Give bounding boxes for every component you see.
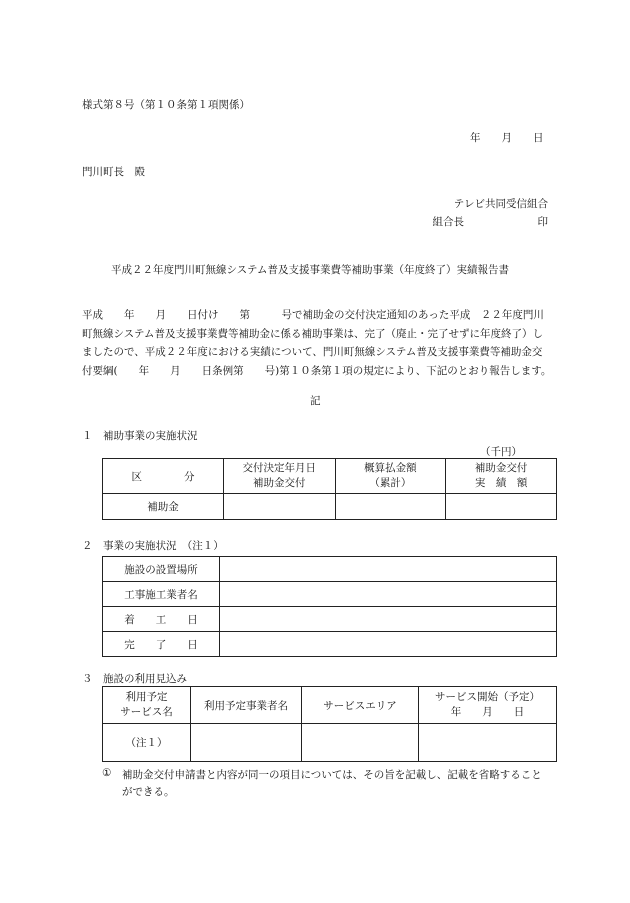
body-line: ましたので、平成２２年度における実績について、門川町無線システム普及支援事業費等補助金交	[82, 346, 543, 358]
row-label-subsidy: 補助金	[103, 494, 224, 520]
section3-heading: ３ 施設の利用見込み	[82, 673, 187, 685]
table-cell	[220, 557, 557, 582]
header-service-area: サービスエリア	[302, 687, 419, 724]
section1-table	[102, 458, 557, 520]
table-cell	[220, 582, 557, 607]
note-line: 補助金交付申請書と内容が同一の項目については、その旨を記載し、記載を省略すること	[122, 769, 542, 781]
row-label: 着 工 日	[103, 607, 220, 632]
addressee: 門川町長 殿	[82, 166, 145, 178]
body-line: 平成 年 月 日付け 第 号で補助金の交付決定通知のあった平成 ２２年度門川	[82, 309, 544, 321]
body-paragraph	[82, 306, 554, 380]
section3-table	[102, 686, 557, 762]
header-service-start: サービス開始（予定） 年 月 日	[419, 687, 557, 724]
row-label: 施設の設置場所	[103, 557, 220, 582]
section2-table	[102, 556, 557, 657]
form-number: 様式第８号（第１０条第１項関係）	[82, 99, 250, 111]
note-marker: ①	[102, 767, 112, 779]
section1-heading: １ 補助事業の実施状況	[82, 430, 198, 442]
table-cell	[191, 724, 302, 762]
date-line: 年 月 日	[470, 132, 544, 144]
table-cell	[220, 607, 557, 632]
header-provider: 利用予定事業者名	[191, 687, 302, 724]
body-line: 付要綱( 年 月 日条例第 号)第１０条第１項の規定により、下記のとおり報告します。	[82, 364, 552, 377]
header-actual-amount: 補助金交付 実 績 額	[446, 459, 557, 494]
row-label-note1: （注１）	[103, 724, 191, 762]
document-title: 平成２２年度門川町無線システム普及支援事業費等補助事業（年度終了）実績報告書	[111, 264, 509, 276]
body-line: 町無線システム普及支援事業費等補助金に係る補助事業は、完了（廃止・完了せずに年度終了）し	[82, 327, 543, 340]
section1-unit: （千円）	[480, 446, 522, 458]
header-service-name: 利用予定 サービス名	[103, 687, 191, 724]
table-cell	[302, 724, 419, 762]
ki-heading: 記	[310, 395, 321, 407]
sender-rep: 組合長 印	[432, 216, 548, 228]
table-cell	[446, 494, 557, 520]
table-cell	[224, 494, 336, 520]
row-label: 完 了 日	[103, 632, 220, 657]
table-cell	[419, 724, 557, 762]
section2-heading: ２ 事業の実施状況 （注１）	[82, 540, 224, 552]
header-decision-date: 交付決定年月日 補助金交付	[224, 459, 336, 494]
table-cell	[335, 494, 446, 520]
header-category: 区 分	[103, 459, 224, 494]
note-line: ができる。	[122, 786, 175, 798]
sender-org: テレビ共同受信組合	[453, 198, 548, 210]
table-cell	[220, 632, 557, 657]
header-advance-payment: 概算払金額 （累計）	[335, 459, 446, 494]
row-label: 工事施工業者名	[103, 582, 220, 607]
